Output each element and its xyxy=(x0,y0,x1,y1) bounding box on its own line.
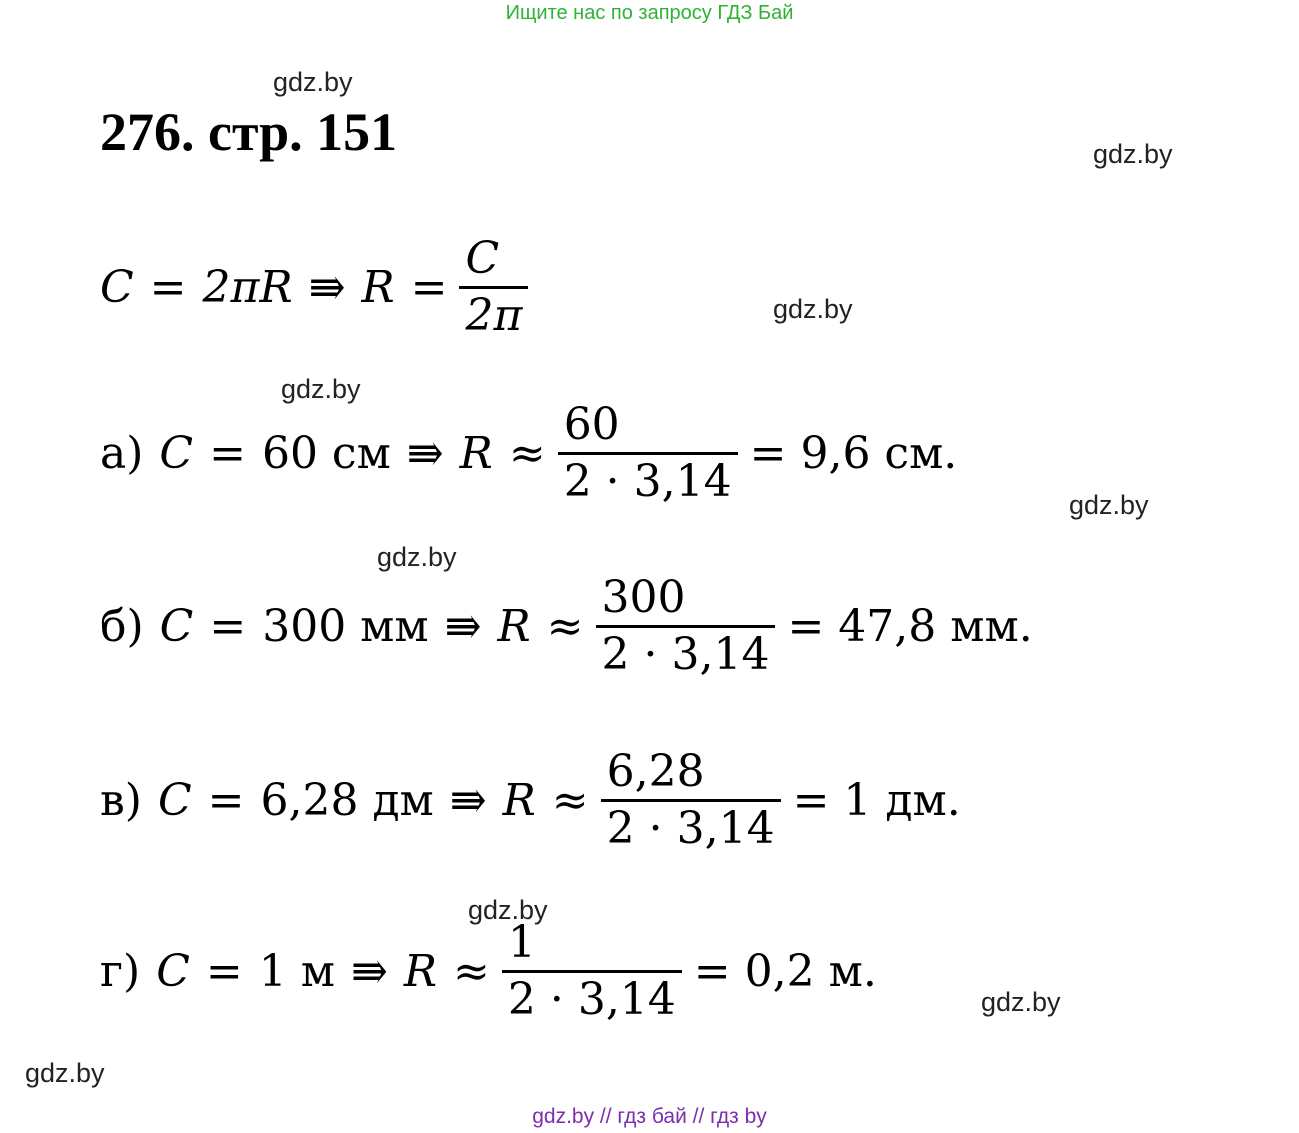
approx-sign: ≈ xyxy=(551,774,589,826)
item-label: а) xyxy=(100,427,144,479)
radius-symbol: R xyxy=(497,600,531,652)
implies-sign: ⇛ xyxy=(449,774,487,826)
item-label: в) xyxy=(100,774,142,826)
item-label: г) xyxy=(100,945,141,997)
formula-line xyxy=(100,232,540,343)
item-fraction xyxy=(601,745,781,856)
given-value: 60 см xyxy=(261,427,391,479)
formula-fraction xyxy=(459,232,528,343)
fraction-denominator: 2 · 3,14 xyxy=(601,629,770,680)
equals-sign: = xyxy=(209,600,247,652)
watermark: gdz.by xyxy=(981,987,1061,1017)
fraction-denominator: 2 · 3,14 xyxy=(606,803,775,854)
circumference-symbol: C xyxy=(100,261,134,313)
result-value: = 1 дм. xyxy=(792,774,961,826)
item-fraction xyxy=(558,398,738,509)
item-fraction xyxy=(502,916,682,1027)
watermark: gdz.by xyxy=(25,1058,105,1088)
equals-sign: = xyxy=(207,774,245,826)
result-value: = 9,6 см. xyxy=(749,427,958,479)
circumference-symbol: C xyxy=(156,945,190,997)
given-value: 300 мм xyxy=(262,600,429,652)
fraction-denominator: 2π xyxy=(465,290,523,341)
problem-line-g xyxy=(100,916,877,1027)
watermark: gdz.by xyxy=(773,294,853,324)
formula-expression: 2πR xyxy=(202,261,293,313)
implies-sign: ⇛ xyxy=(406,427,444,479)
fraction-numerator: 60 xyxy=(563,399,620,450)
fraction-denominator: 2 · 3,14 xyxy=(507,974,676,1025)
watermark: gdz.by xyxy=(468,895,548,925)
equals-sign: = xyxy=(209,427,246,479)
approx-sign: ≈ xyxy=(546,600,584,652)
watermark: gdz.by xyxy=(273,67,353,97)
approx-sign: ≈ xyxy=(453,945,490,997)
fraction-numerator: C xyxy=(465,233,500,284)
equals-sign: = xyxy=(205,945,243,997)
fraction-denominator: 2 · 3,14 xyxy=(563,456,732,507)
result-value: = 47,8 мм. xyxy=(787,600,1033,652)
implies-sign: ⇛ xyxy=(444,600,482,652)
problem-line-a xyxy=(100,398,957,509)
result-value: = 0,2 м. xyxy=(693,945,877,997)
top-banner: Ищите нас по запросу ГДЗ Бай xyxy=(505,2,794,24)
watermark: gdz.by xyxy=(1093,139,1173,169)
given-value: 6,28 дм xyxy=(260,774,434,826)
circumference-symbol: C xyxy=(159,600,194,652)
item-label: б) xyxy=(100,600,144,652)
implies-sign: ⇛ xyxy=(350,945,388,997)
footer-links: gdz.by // гдз бай // гдз by xyxy=(532,1105,767,1128)
page-title: 276. стр. 151 xyxy=(100,102,398,162)
fraction-numerator: 1 xyxy=(507,917,536,968)
radius-symbol: R xyxy=(502,774,536,826)
radius-symbol: R xyxy=(361,261,395,313)
given-value: 1 м xyxy=(258,945,335,997)
equals-sign: = xyxy=(149,261,187,313)
radius-symbol: R xyxy=(459,427,493,479)
watermark: gdz.by xyxy=(1069,490,1149,520)
circumference-symbol: C xyxy=(157,774,192,826)
watermark: gdz.by xyxy=(377,542,457,572)
implies-sign: ⇛ xyxy=(308,261,346,313)
watermark: gdz.by xyxy=(281,374,361,404)
problem-line-v xyxy=(100,745,961,856)
problem-line-b xyxy=(100,571,1033,682)
approx-sign: ≈ xyxy=(508,427,546,479)
radius-symbol: R xyxy=(403,945,437,997)
fraction-numerator: 300 xyxy=(601,572,686,623)
item-fraction xyxy=(596,571,776,682)
circumference-symbol: C xyxy=(159,427,194,479)
fraction-numerator: 6,28 xyxy=(606,746,705,797)
equals-sign: = xyxy=(410,261,448,313)
